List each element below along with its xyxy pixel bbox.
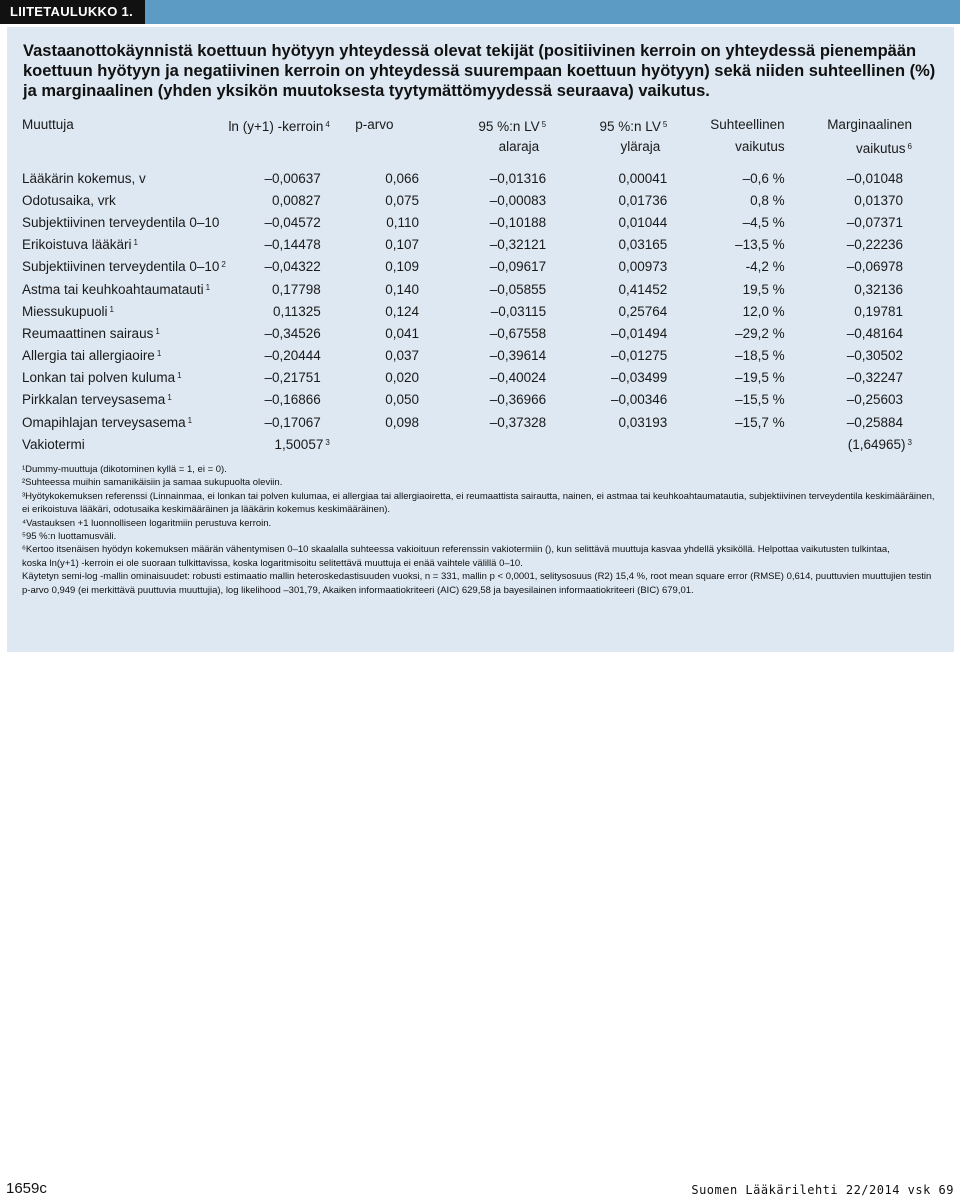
- page-number: 1659c: [6, 1180, 47, 1197]
- journal-info: Suomen Lääkärilehti 22/2014 vsk 69: [691, 1183, 954, 1197]
- cell-ci-upper: –0,00346: [610, 392, 668, 408]
- cell-relative-effect: –19,5 %: [735, 370, 785, 386]
- cell-coefficient: –0,04322: [264, 259, 321, 275]
- cell-ci-upper: [546, 433, 667, 455]
- table-row: [22, 300, 912, 322]
- cell-ci-upper: 0,00041: [618, 170, 668, 186]
- cell-variable: Subjektiivinen terveydentila 0–10 $^2$: [22, 259, 226, 275]
- cell-relative-effect: –15,7 %: [735, 414, 785, 430]
- cell-ci-lower: –0,32121: [489, 237, 547, 253]
- cell-ci-upper: 0,01044: [618, 214, 668, 230]
- cell-marginal-effect: 0,32136: [854, 281, 903, 297]
- cell-variable: Pirkkalan terveysasema $^1$: [22, 392, 172, 408]
- cell-marginal-effect: –0,25884: [846, 414, 903, 430]
- header-marginal-effect-sub: vaikutus $^6$: [856, 141, 912, 156]
- table-row: [22, 189, 912, 211]
- header-coefficient: ln (y+1) -kerroin $^4$: [228, 119, 330, 134]
- cell-variable: Lääkärin kokemus, v: [22, 170, 146, 186]
- cell-relative-effect: 0,8 %: [750, 192, 785, 208]
- cell-ci-upper: 0,25764: [618, 303, 668, 319]
- table-row: [22, 278, 912, 300]
- cell-p-value: 0,020: [385, 370, 420, 386]
- header-ci-lower-sub: alaraja: [498, 139, 540, 154]
- cell-ci-lower: –0,09617: [489, 259, 547, 275]
- cell-ci-lower: –0,40024: [489, 370, 547, 386]
- table-panel: [7, 27, 954, 652]
- footnote-line: ²Suhteessa muihin samanikäisiin ja samaa sukupuolta oleviin.: [22, 477, 283, 489]
- footnote-line: koska ln(y+1) -kerroin ei ole suoraan tulkittavissa, koska logaritmisoitu selitettävä muuttuja ei enää vaihtele välillä 0–10.: [22, 557, 523, 569]
- header-row-2: [22, 137, 912, 167]
- cell-variable: Vakiotermi: [22, 436, 85, 452]
- cell-ci-upper: –0,01275: [610, 348, 668, 364]
- cell-ci-upper: 0,41452: [618, 281, 668, 297]
- cell-marginal-effect: –0,22236: [846, 237, 903, 253]
- cell-coefficient: –0,16866: [264, 392, 321, 408]
- table-body: [22, 167, 912, 455]
- cell-relative-effect: –15,5 %: [735, 392, 785, 408]
- cell-ci-upper: –0,03499: [610, 370, 668, 386]
- footnote-line: ³Hyötykokemuksen referenssi (Linnainmaa, ei lonkan tai polven kulumaa, ei allergiaa tai allergiaoiretta, ei reumaattista sairautta, nainen, ei astmaa tai keuhkoahtaumatautia, subjektiivinen terveydentila keskimääräinen,: [22, 490, 935, 502]
- header-variable: Muuttuja: [22, 117, 74, 132]
- footnote-line: ei erikoistuva lääkäri, odotusaika keskimääräinen ja lääkärin kokemus keskimääräinen).: [22, 504, 391, 516]
- table-row: [22, 234, 912, 256]
- cell-marginal-effect: 0,01370: [854, 192, 903, 208]
- cell-ci-upper: 0,03165: [618, 237, 668, 253]
- cell-coefficient: –0,04572: [264, 214, 321, 230]
- cell-variable: Lonkan tai polven kuluma $^1$: [22, 370, 182, 386]
- cell-marginal-effect: –0,32247: [846, 370, 903, 386]
- table-row: [22, 367, 912, 389]
- header-relative-effect: Suhteellinen: [710, 117, 785, 132]
- cell-coefficient: –0,14478: [264, 237, 321, 253]
- cell-marginal-effect: –0,07371: [846, 214, 903, 230]
- cell-p-value: 0,066: [385, 170, 420, 186]
- cell-variable: Erikoistuva lääkäri $^1$: [22, 237, 138, 253]
- header-ci-upper-sub: yläraja: [620, 139, 661, 154]
- footnote-line: p-arvo 0,949 (ei merkittävä puuttuvia muuttujia), log likelihood –301,79, Akaiken informaatiokriteeri (AIC) 629,58 ja bayesilainen informaatiokriteeri (BIC) 679,01.: [22, 584, 694, 596]
- cell-p-value: 0,107: [385, 237, 420, 253]
- cell-p-value: 0,140: [385, 281, 420, 297]
- cell-relative-effect: –4,5 %: [742, 214, 785, 230]
- cell-coefficient: –0,21751: [264, 370, 321, 386]
- table-row: [22, 345, 912, 367]
- table-row: [22, 211, 912, 233]
- cell-p-value: 0,124: [385, 303, 420, 319]
- cell-ci-upper: –0,01494: [610, 325, 668, 341]
- footnote-line: Käytetyn semi-log -mallin ominaisuudet: robusti estimaatio mallin heteroskedastisuuden vuoksi, n = 331, mallin p < 0,0001, selitysosuus (R2) 15,4 %, root mean square error (RMSE) 0,614, puuttuvien muuttujien testin: [22, 571, 932, 583]
- cell-relative-effect: -4,2 %: [745, 259, 785, 275]
- cell-relative-effect: –13,5 %: [735, 237, 785, 253]
- cell-ci-lower: –0,67558: [489, 325, 547, 341]
- cell-relative-effect: [667, 433, 784, 455]
- cell-p-value: 0,109: [385, 259, 420, 275]
- cell-coefficient: 0,17798: [271, 281, 321, 297]
- cell-ci-lower: –0,05855: [489, 281, 547, 297]
- cell-ci-lower: –0,00083: [489, 192, 547, 208]
- table-row: [22, 389, 912, 411]
- cell-coefficient: –0,34526: [264, 325, 321, 341]
- cell-marginal-effect: –0,06978: [846, 259, 903, 275]
- cell-ci-upper: 0,00973: [618, 259, 668, 275]
- header-ci-upper: 95 %:n LV $^5$: [599, 119, 668, 134]
- footnote-line: ¹Dummy-muuttuja (dikotominen kyllä = 1, ei = 0).: [22, 464, 227, 475]
- cell-coefficient: 1,50057 $^3$: [274, 436, 330, 452]
- cell-p-value: [330, 433, 419, 455]
- cell-relative-effect: 12,0 %: [742, 303, 785, 319]
- cell-marginal-effect: –0,25603: [846, 392, 903, 408]
- cell-p-value: 0,041: [385, 325, 420, 341]
- results-table: [22, 115, 912, 455]
- cell-coefficient: –0,00637: [264, 170, 321, 186]
- cell-coefficient: –0,17067: [264, 414, 321, 430]
- cell-p-value: 0,050: [385, 392, 420, 408]
- cell-variable: Reumaattinen sairaus $^1$: [22, 325, 160, 341]
- cell-marginal-effect: (1,64965) $^3$: [847, 436, 912, 452]
- header-relative-effect-sub: vaikutus: [735, 139, 785, 154]
- cell-relative-effect: –29,2 %: [735, 325, 785, 341]
- cell-ci-upper: 0,01736: [618, 192, 668, 208]
- cell-ci-lower: –0,37328: [489, 414, 547, 430]
- cell-p-value: 0,110: [386, 214, 420, 230]
- header-row: [22, 115, 912, 137]
- header-ci-lower: 95 %:n LV $^5$: [478, 119, 547, 134]
- footnote-line: ⁶Kertoo itsenäisen hyödyn kokemuksen määrän vähentymisen 0–10 skaalalla suhteessa vakioituun referenssin vakiotermiin (), kun selittävä muuttuja kasvaa yhdellä yksiköllä. Helpottaa vaikutusten tulkintaa,: [22, 544, 890, 556]
- table-row: [22, 433, 912, 455]
- cell-relative-effect: –0,6 %: [742, 170, 785, 186]
- header-p-value: p-arvo: [355, 117, 394, 132]
- cell-variable: Odotusaika, vrk: [22, 192, 116, 208]
- cell-coefficient: 0,00827: [271, 192, 321, 208]
- cell-coefficient: –0,20444: [264, 348, 321, 364]
- cell-ci-lower: –0,39614: [489, 348, 547, 364]
- footnotes: [22, 463, 947, 597]
- cell-p-value: 0,075: [385, 192, 420, 208]
- cell-coefficient: 0,11325: [272, 303, 321, 319]
- table-row: [22, 411, 912, 433]
- cell-variable: Miessukupuoli $^1$: [22, 303, 114, 319]
- cell-ci-lower: –0,01316: [489, 170, 547, 186]
- table-tag: LIITETAULUKKO 1.: [0, 0, 145, 24]
- cell-marginal-effect: –0,30502: [846, 348, 903, 364]
- header-marginal-effect: Marginaalinen: [827, 117, 912, 132]
- cell-ci-lower: [419, 433, 546, 455]
- cell-ci-lower: –0,36966: [489, 392, 547, 408]
- cell-marginal-effect: –0,01048: [846, 170, 903, 186]
- cell-relative-effect: –18,5 %: [735, 348, 785, 364]
- cell-variable: Astma tai keuhkoahtaumatauti $^1$: [22, 281, 211, 297]
- table-title: Vastaanottokäynnistä koettuun hyötyyn yhteydessä olevat tekijät (positiivinen kerroin on yhteydessä pienempään koettuun hyötyyn ja negatiivinen kerroin on yhteydessä suurempaan koettuun hyötyyn) sekä niiden suhteellinen (%) ja marginaalinen (yhden yksikön muutoksesta tyytymättömyydessä seuraava) vaikutus.: [23, 42, 936, 100]
- footnote-line: ⁵95 %:n luottamusväli.: [22, 531, 117, 543]
- cell-ci-lower: –0,10188: [489, 214, 547, 230]
- cell-p-value: 0,037: [385, 348, 420, 364]
- cell-marginal-effect: 0,19781: [854, 303, 903, 319]
- cell-ci-lower: –0,03115: [490, 303, 547, 319]
- table-row: [22, 256, 912, 278]
- cell-p-value: 0,098: [385, 414, 420, 430]
- cell-marginal-effect: –0,48164: [846, 325, 903, 341]
- cell-relative-effect: 19,5 %: [742, 281, 785, 297]
- table-row: [22, 167, 912, 189]
- cell-variable: Omapihlajan terveysasema $^1$: [22, 414, 193, 430]
- cell-variable: Allergia tai allergiaoire $^1$: [22, 348, 162, 364]
- footnote-line: ⁴Vastauksen +1 luonnolliseen logaritmiin perustuva kerroin.: [22, 517, 272, 529]
- cell-ci-upper: 0,03193: [618, 414, 668, 430]
- cell-variable: Subjektiivinen terveydentila 0–10: [22, 214, 220, 230]
- table-row: [22, 322, 912, 344]
